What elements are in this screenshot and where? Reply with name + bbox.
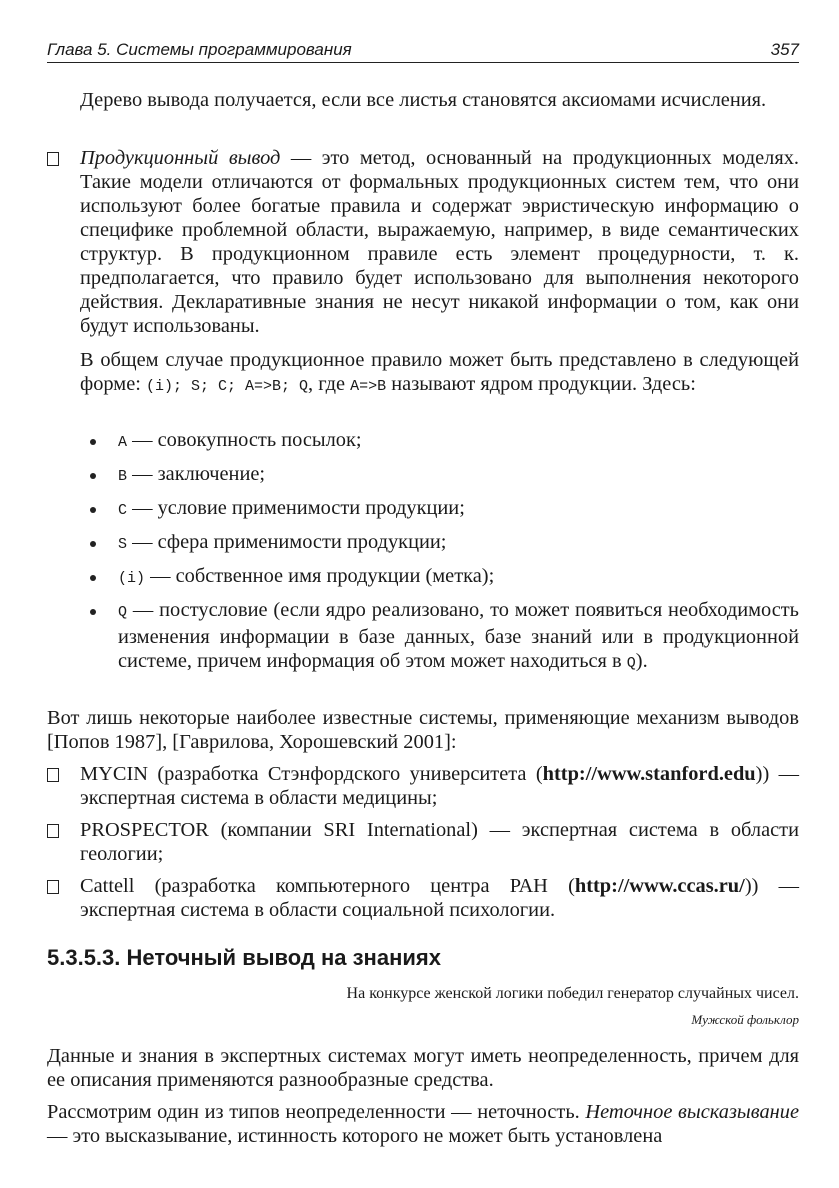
bullet-item — [118, 564, 799, 591]
bullet-symbol: (i) — [118, 570, 146, 587]
bullet-text: — заключение; — [127, 463, 266, 485]
bullet-dot-icon — [90, 507, 96, 513]
system-text-rest: )) — экспертная система в области медицины; — [80, 763, 800, 809]
paragraph-systems-intro: Вот лишь некоторые наиболее известные системы, применяющие механизм выводов [Попов 1987], [Гаврилова, Хорошевский 2001]: — [47, 707, 799, 753]
section-heading: 5.3.5.3. Неточный вывод на знаниях — [47, 945, 441, 970]
general-form-middle: , где — [308, 373, 351, 395]
paragraph-general-form — [80, 348, 799, 399]
paragraph-uncertainty: Данные и знания в экспертных системах могут иметь неопределенность, причем для ее описания применяются разнообразные средства. — [47, 1045, 799, 1091]
bullet-dot-icon — [90, 439, 96, 445]
bullet-item — [118, 598, 799, 676]
inexactness-after: — это высказывание, истинность которого не может быть установлена — [47, 1125, 663, 1147]
system-text-rest: )) — экспертная система в области социальной психологии. — [80, 875, 799, 921]
bullet-symbol: B — [118, 468, 128, 485]
system-text: PROSPECTOR (компании SRI International) — экспертная система в области геологии; — [80, 819, 799, 865]
paragraph-derivation-tree: Дерево вывода получается, если все листья становятся аксиомами исчисления. — [80, 89, 767, 111]
bullet-dot-icon — [90, 541, 96, 547]
bullet-item — [118, 530, 799, 557]
paragraph-inexactness — [47, 1100, 799, 1148]
bullet-symbol: S — [118, 536, 128, 553]
bullet-text: — сфера применимости продукции; — [127, 531, 447, 553]
term-inexact-statement: Неточное высказывание — [585, 1101, 800, 1123]
chapter-title: Глава 5. Системы программирования — [47, 40, 352, 59]
bullet-symbol: A — [118, 434, 128, 451]
bullet-dot-icon — [90, 473, 96, 479]
production-form-code: (i); S; C; A=>B; Q — [146, 378, 309, 395]
production-core-code: A=>B — [350, 378, 387, 395]
paragraph-production-output — [80, 146, 799, 338]
bullet-text: — собственное имя продукции (метка); — [145, 565, 495, 587]
system-item-prospector — [80, 818, 799, 866]
bullet-text: — совокупность посылок; — [127, 429, 362, 451]
system-text: MYCIN (разработка Стэнфордского университета ( — [80, 763, 543, 785]
bullet-text: — условие применимости продукции; — [127, 497, 465, 519]
bullet-dot-icon — [90, 609, 96, 615]
checkbox-bullet-icon — [47, 824, 59, 838]
checkbox-bullet-icon — [47, 152, 59, 166]
checkbox-bullet-icon — [47, 768, 59, 782]
inexactness-before: Рассмотрим один из типов неопределенности — неточность. — [47, 1101, 586, 1123]
page-number: 357 — [770, 40, 799, 59]
production-output-text: — это метод, основанный на продукционных моделях. Такие модели отличаются от формальных продукционных систем тем, что они используют более богатые правила и содержат эвристическую информацию о специфике проблемной области, выражаемую, например, в виде семантических структур. В продукционном правиле есть элемент процедурности, т. к. предполагается, что правило будет использовано для выполнения некоторого действия. Декларативные знания не несут никакой информации о том, как они будут использованы. — [80, 147, 799, 337]
system-item-cattell — [80, 874, 799, 922]
term-production-output: Продукционный вывод — [80, 147, 281, 169]
bullet-dot-icon — [90, 575, 96, 581]
epigraph-text: На конкурсе женской логики победил генератор случайных чисел. — [346, 985, 799, 1002]
checkbox-bullet-icon — [47, 880, 59, 894]
bullet-item — [118, 496, 799, 523]
bullet-item — [118, 462, 799, 489]
bullet-symbol: Q — [118, 604, 128, 621]
bullet-symbol: Q — [626, 655, 636, 672]
running-header — [47, 38, 799, 63]
system-link[interactable]: http://www.stanford.edu — [542, 763, 756, 785]
system-item-mycin — [80, 762, 799, 810]
bullet-symbol: C — [118, 502, 128, 519]
system-text: Cattell (разработка компьютерного центра РАН ( — [80, 875, 575, 897]
bullet-item — [118, 428, 799, 455]
general-form-before: В общем случае продукционное правило может быть представлено в следующей форме: — [80, 349, 799, 395]
general-form-after: называют ядром продукции. Здесь: — [386, 373, 696, 395]
epigraph-source: Мужской фольклор — [691, 1012, 799, 1027]
bullet-text-end: ). — [635, 650, 648, 672]
system-link[interactable]: http://www.ccas.ru/ — [574, 875, 745, 897]
bullet-text: — постусловие (если ядро реализовано, то может появиться необходимость изменения информации в базе данных, базе знаний или в продукционной системе, причем информация об этом может находиться в — [118, 599, 799, 672]
